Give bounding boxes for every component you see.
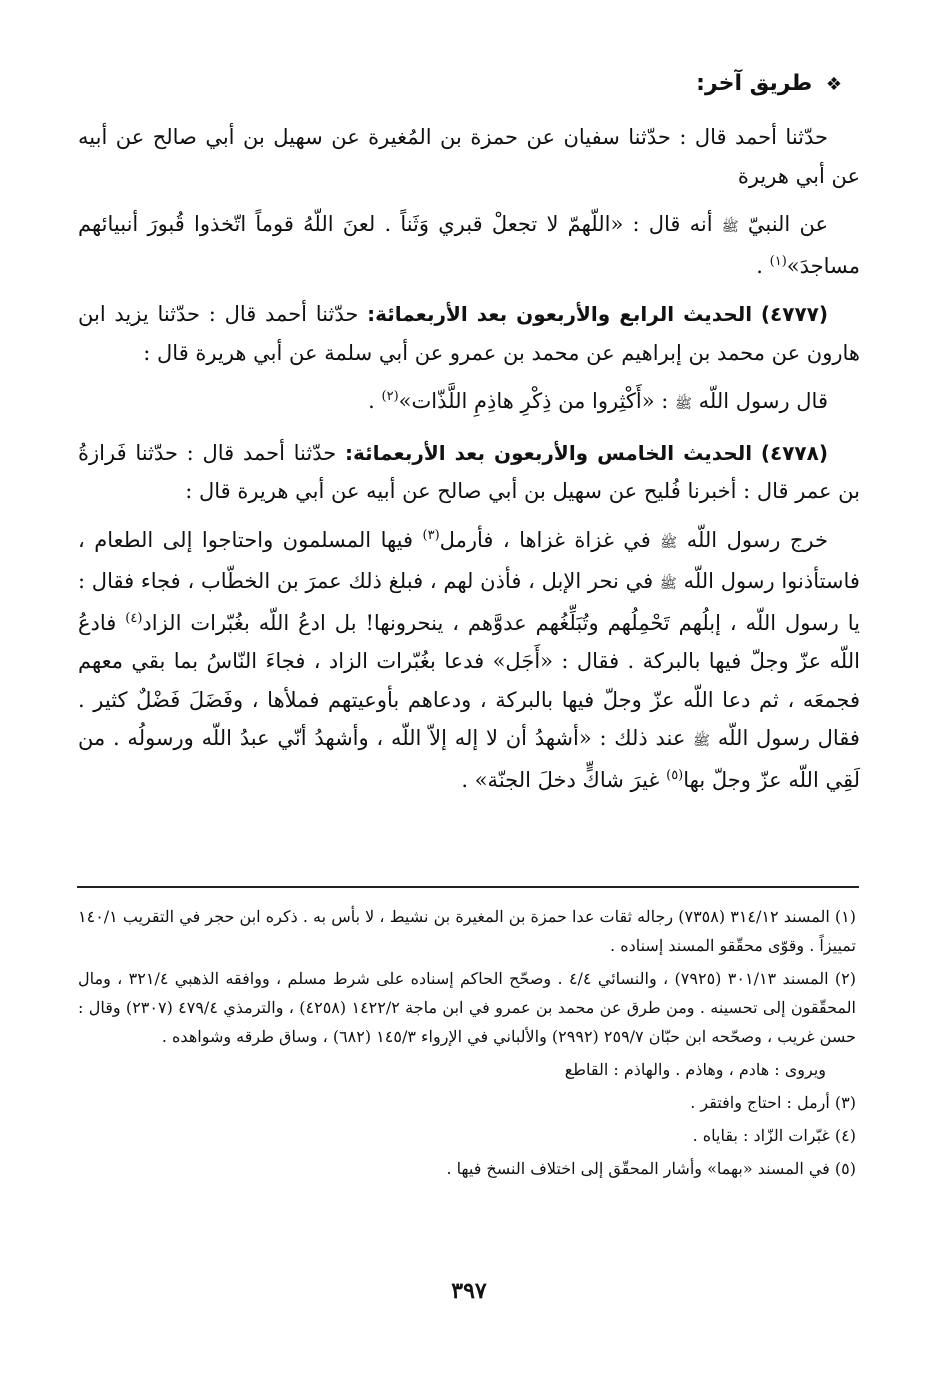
salawat-glyph: ﷺ <box>660 534 678 551</box>
text-span: . <box>756 253 770 278</box>
footnote-3: (٣) أرمل : احتاج وافتقر . <box>690 1093 856 1112</box>
text-span: في نحر الإبل ، فأذن لهم ، فبلغ ذلك عمرَ بن الخطّاب ، فجاء فقال : يا رسول اللّه ، إبلُهم تَحْمِلُهم وتُبَلِّغُهم عدوَّهم ، ينحرونها! بل ادعُ اللّه بغُبّرات الزاد <box>78 569 860 635</box>
text-span: : «أَكْثِروا من ذِكْرِ هاذِمِ اللَّذّات» <box>398 389 669 413</box>
text-span: أنه قال : «اللّهمّ لا تجعلْ قبري وَثَناً . لعنَ اللّهُ قوماً اتّخذوا قُبورَ أنبيائهم مساجدَ» <box>78 212 860 278</box>
text-span: غيرَ شاكٍّ دخلَ الجنّة» . <box>461 767 660 792</box>
page-number: ٣٩٧ <box>451 1278 487 1304</box>
paragraph-isnad: حدّثنا أحمد قال : حدّثنا سفيان عن حمزة بن المُغيرة عن سهيل بن أبي صالح عن أبيه عن أبي هريرة <box>78 125 860 188</box>
hadith-number: (٤٧٧٧) <box>760 302 828 326</box>
hadith-title: الحديث الخامس والأربعون بعد الأربعمائة: <box>344 440 753 465</box>
text-span: عند ذلك : «أشهدُ أن لا إله إلاّ اللّه ، وأشهدُ أنّي عبدُ اللّه ورسولُه . من لَقِي اللّه عزّ وجلّ بها <box>78 726 860 792</box>
text-span: عن النبيّ <box>747 212 828 236</box>
footnote-4: (٤) غبّرات الزّاد : بقاياه . <box>692 1126 856 1145</box>
footnote-1: (١) المسند ٣١٤/١٢ (٧٣٥٨) رجاله ثقات عدا حمزة بن المغيرة بن نشيط ، لا بأس به . ذكره ابن حجر في التقريب ١٤٠/١ تمييزاً . وقوّى محقّقو المسند إسناده . <box>78 907 857 955</box>
text-span: فادعُ اللّه عزّ وجلّ فيها بالبركة . فقال : «أَجَل» فدعا بغُبّرات الزاد ، فجاءَ النّاسُ بما بقي معهم فجمعَه ، ثم دعا اللّه عزّ وجلّ فيها بالبركة ، ودعاهم بأوعيتهم فملأها ، وفَضَلَ فَضْلٌ كثير . فقال رسول اللّه <box>78 610 860 750</box>
text-span: حدّثنا أحمد قال : حدّثنا فَرازةُ بن عمر قال : أخبرنا فُليح عن سهيل بن أبي صالح عن أبيه عن أبي هريرة قال : <box>78 440 860 503</box>
section-heading <box>696 64 842 105</box>
footnote-divider <box>77 886 859 888</box>
footnote-ref-2: (٢) <box>381 389 399 404</box>
footnote-ref-5: (٥) <box>666 767 684 783</box>
text-span: في غزاة غزاها ، فأرمل <box>439 527 651 552</box>
text-span: خرج رسول اللّه <box>686 527 829 552</box>
footnote-ref-4: (٤) <box>125 610 143 626</box>
footnote-ref-3: (٣) <box>422 527 440 543</box>
paragraph-hadith-text <box>78 205 860 285</box>
salawat-glyph: ﷺ <box>675 396 692 412</box>
paragraph-hadith-4778 <box>78 434 860 511</box>
text-span: حدّثنا أحمد قال : حدّثنا يزيد ابن هارون عن محمد بن إبراهيم عن محمد بن عمرو عن أبي سلمة عن أبي هريرة قال : <box>78 302 860 365</box>
footnote-2-continuation: ويروى : هادم ، وهاذم . والهاذم : القاطع <box>564 1060 826 1079</box>
hadith-number: (٤٧٧٨) <box>760 440 828 465</box>
diamond-icon: ❖ <box>825 74 842 95</box>
paragraph-hadith-4777-matn <box>78 382 860 424</box>
text-span: . <box>368 389 382 413</box>
salawat-glyph: ﷺ <box>693 733 711 749</box>
footnote-5: (٥) في المسند «بهما» وأشار المحقّق إلى اختلاف النسخ فيها . <box>446 1159 856 1178</box>
hadith-title: الحديث الرابع والأربعون بعد الأربعمائة: <box>367 302 753 326</box>
footnote-ref-1: (١) <box>769 253 787 269</box>
paragraph-hadith-4777 <box>78 295 860 372</box>
footnote-2: (٢) المسند ٣٠١/١٣ (٧٩٢٥) ، والنسائي ٤/٤ . وصحّح الحاكم إسناده على شرط مسلم ، ووافقه الذهبي ٣٢١/٤ ، ومال المحقّقون إلى تحسينه . ومن طرق عن محمد بن عمرو في ابن ماجة ١٤٢٢/٢ (٤٢٥٨) ، والترمذي ٤٧٩/٤ (٢٣٠٧) وقال : حسن غريب ، وصحّحه ابن حبّان ٢٥٩/٧ (٢٩٩٢) والألباني في الإرواء ١٤٥/٣ (٦٨٢) ، وساق طرقه وشواهده . <box>78 969 857 1046</box>
salawat-glyph: ﷺ <box>659 576 677 592</box>
footnotes <box>78 902 856 1187</box>
paragraph-hadith-4778-story <box>78 521 860 800</box>
text-span: قال رسول اللّه <box>698 389 828 413</box>
text-span: فيها المسلمون واحتاجوا إلى الطعام ، فاستأذنوا رسول اللّه <box>78 527 860 593</box>
main-text <box>78 118 860 809</box>
section-title: طريق آخر: <box>696 71 813 96</box>
salawat-glyph: ﷺ <box>721 219 739 235</box>
